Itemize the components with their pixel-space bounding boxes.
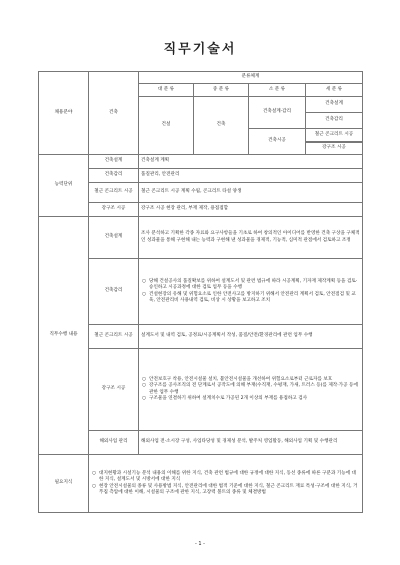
competency-name: 철근 콘크리트 시공 (89, 183, 139, 203)
duty-steel-name: 강구조 시공 (89, 349, 139, 431)
duty-supervision-name: 건축감리 (89, 259, 139, 325)
document-title: 직무기술서 (163, 42, 237, 57)
duty-concrete-name: 철근 콘크리트 시공 (89, 325, 139, 349)
competency-units: 철근 콘크리트 시공 계획 수립, 콘크리트 타설 양생 (139, 183, 363, 203)
list-item: ○ 강구조를 공사조직의 전 단계로서 공작도에 의해 부재(수직재, 수평재, 가새, 트러스 등)를 제작·가공 등에 관한 업무 수행 (149, 383, 360, 396)
duty-concrete-text: 설계도서 및 내역 검토, 공정표/시공계획서 작성, 품질/안전/환경관리에 관련 업무 수행 (139, 325, 363, 349)
duty-supervision-text (139, 259, 363, 325)
detail-category-2: 건축감리 (306, 113, 363, 129)
list-item: ○ 현장 안전시설물의 종류 및 사용방법 지식, 안전관리에 대한 법적 기준에 대한 지식, 철근 콘크리트 재료 특성·구조에 대한 지식, 거푸집 측압에 대한 이해, 시설물의 구조에 관한 지식, 고장력 볼트의 종류 및 체결방법 (99, 484, 360, 497)
competency-units: 품질관리, 안전관리 (139, 169, 363, 183)
competency-name: 강구조 시공 (89, 203, 139, 217)
duty-overseas-text: 해외사업 전·소시장 구성, 사업타당성 및 경제성 분석, 발주처 영업활동, 해외사업 기획 및 수행관리 (139, 431, 363, 455)
minor-category-1: 건축설계·감리 (249, 97, 306, 129)
competency-name: 건축설계 (89, 155, 139, 169)
recruitment-field-label: 채용분야 (39, 72, 89, 155)
job-description-table (38, 71, 363, 513)
competency-name: 건축감리 (89, 169, 139, 183)
col-minor-header: 소 분 류 (249, 84, 306, 97)
col-detail-header: 세 분 류 (306, 84, 363, 97)
duties-label: 직무수행 내용 (39, 217, 89, 455)
list-item: ○ 건설현장의 유해 및 위험요소로 인한 안전사고를 방지하기 위해서 안전관리 계획서 검토, 안전점검 및 교육, 안전관리비 사용내역 검토, 비상 시 상황을 보고하고 조치 (149, 292, 360, 305)
duty-overseas-name: 해외사업 관리 (89, 431, 139, 455)
detail-category-4: 강구조 시공 (306, 143, 363, 155)
list-item: ○ 구조물을 연결하기 위하여 설계치수로 가공된 2개 이상의 부재를 용접하고 검사 (149, 396, 360, 402)
competency-label: 능력단위 (39, 155, 89, 217)
middle-category: 건축 (194, 97, 249, 155)
major-category: 건설 (139, 97, 194, 155)
classification-header: 분류체계 (139, 72, 363, 84)
list-item: ○ 안전보호구 착용, 안전시설물 설치, 불안전시설물을 개선하여 위험요소로부터 근로자를 보호 (149, 377, 360, 383)
list-item: ○ 당해 건설공사의 품질확보를 위하여 설계도서 및 관련 법규에 따라 시공계획, 기자재 제작계획 등을 검토·승인하고 시공과정에 대한 검토 업무 등을 수행 (149, 279, 360, 292)
knowledge-label: 필요지식 (39, 455, 89, 513)
col-middle-header: 중 분 류 (194, 84, 249, 97)
minor-category-2: 건축시공 (249, 129, 306, 155)
knowledge-text (89, 455, 363, 513)
competency-units: 건축설계 계획 (139, 155, 363, 169)
duty-steel-text (139, 349, 363, 431)
list-item: ○ 대지현황과 시설기능 분석 내용의 이해를 위한 지식, 건축 관련 법규에 대한 규정에 대한 지식, 동선 종류에 따른 구분과 기능에 대한 지식, 설계도서 및 시방서에 대한 지식 (99, 471, 360, 484)
duty-design-text: 조사 분석하고 기획한 각종 자료와 요구사항들을 기초로 하여 창의적인 아이디어를 반영한 건축 구상을 구체적인 성과물을 통해 구현해 내는 능력과 구현해 낸 성과물을 경제적, 기능적, 심미적 관점에서 검토하고 조정 (139, 217, 363, 259)
detail-category-1: 건축설계 (306, 97, 363, 113)
recruitment-field-value: 건축 (89, 72, 139, 155)
duty-design-name: 건축설계 (89, 217, 139, 259)
detail-category-3: 철근 콘크리트 시공 (306, 129, 363, 142)
competency-units: 강구조 시공 현장 관리, 부재 제작, 용접접합 (139, 203, 363, 217)
page-number: - 1 - (195, 541, 205, 547)
col-major-header: 대 분 류 (139, 84, 194, 97)
